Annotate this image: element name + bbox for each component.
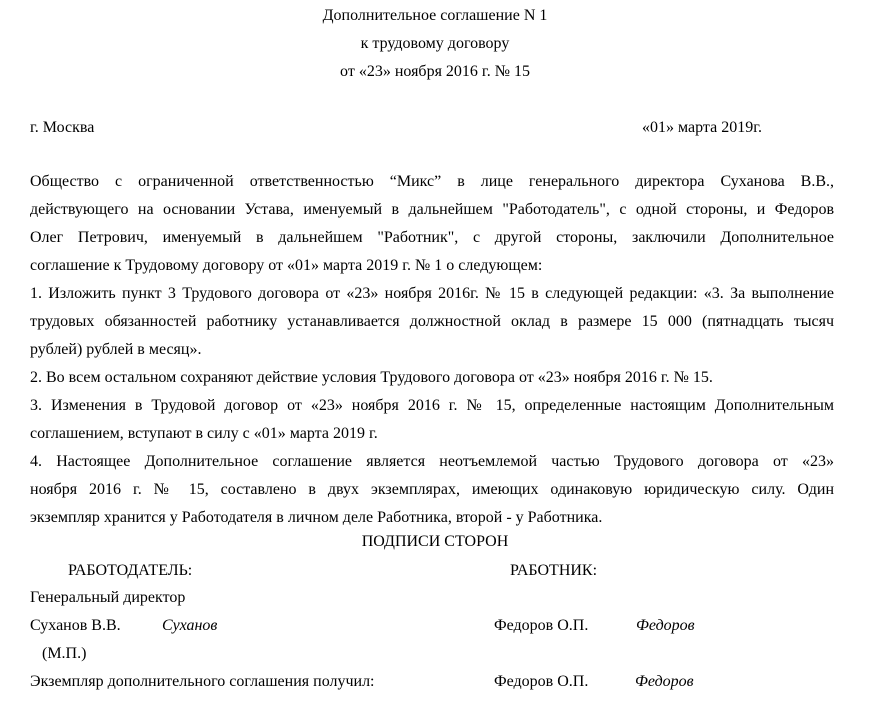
clause-line: экземпляр хранится у Работодателя в личном деле Работника, второй - у Работника. <box>30 509 603 526</box>
clause-line: 3. Изменения в Трудовой договор от «23» ноября 2016 г. № 15, определенные настоящим Дополнительным <box>30 397 834 414</box>
employer-position: Генеральный директор <box>30 589 186 606</box>
preamble-paragraph <box>30 168 834 280</box>
clause-line: 4. Настоящее Дополнительное соглашение является неотъемлемой частью Трудового договора от «23» <box>30 453 834 470</box>
document-place: г. Москва <box>30 119 95 136</box>
clause-2 <box>30 364 834 392</box>
preamble-line: соглашение к Трудовому договору от «01» марта 2019 г. № 1 о следующем: <box>30 257 543 274</box>
employer-name: Суханов В.В. <box>30 617 121 634</box>
received-name: Федоров О.П. <box>494 673 589 690</box>
employee-name: Федоров О.П. <box>494 617 589 634</box>
employee-signature: Федоров <box>636 617 695 634</box>
seal-placeholder: (М.П.) <box>42 645 87 662</box>
received-label: Экземпляр дополнительного соглашения получил: <box>30 673 375 690</box>
clause-1 <box>30 280 834 364</box>
clause-line: трудовых обязанностей работнику устанавливается должностной оклад в размере 15 000 (пятнадцать тысяч <box>30 313 834 330</box>
employer-signature: Суханов <box>162 617 218 634</box>
received-signature: Федоров <box>635 673 694 690</box>
contract-reference: от «23» ноября 2016 г. № 15 <box>340 63 530 80</box>
clause-line: ноября 2016 г. № 15, составлено в двух экземплярах, имеющих одинаковую юридическую силу. Один <box>30 481 834 498</box>
preamble-line: Общество с ограниченной ответственностью “Микс” в лице генерального директора Суханова В.В., <box>30 173 834 190</box>
clause-3 <box>30 392 834 448</box>
employee-label: РАБОТНИК: <box>510 562 598 579</box>
clause-line: 1. Изложить пункт 3 Трудового договора от «23» ноября 2016г. № 15 в следующей редакции: «3. За выполнение <box>30 285 834 302</box>
employer-label: РАБОТОДАТЕЛЬ: <box>68 562 193 579</box>
signatures-heading: ПОДПИСИ СТОРОН <box>361 533 509 550</box>
preamble-line: Олег Петрович, именуемый в дальнейшем "Работник", с другой стороны, заключили Дополнительное <box>30 229 834 246</box>
preamble-line: действующего на основании Устава, именуемый в дальнейшем "Работодатель", с одной стороны, и Федоров <box>30 201 834 218</box>
document-date: «01» марта 2019г. <box>642 119 762 136</box>
clause-line: соглашением, вступают в силу с «01» марта 2019 г. <box>30 425 378 442</box>
clause-4 <box>30 448 834 532</box>
clause-line: 2. Во всем остальном сохраняют действие условия Трудового договора от «23» ноября 2016 г. № 15. <box>30 369 713 386</box>
clause-line: рублей) рублей в месяц». <box>30 341 202 358</box>
document-subtitle: к трудовому договору <box>360 35 510 52</box>
document-title: Дополнительное соглашение N 1 <box>322 7 548 24</box>
